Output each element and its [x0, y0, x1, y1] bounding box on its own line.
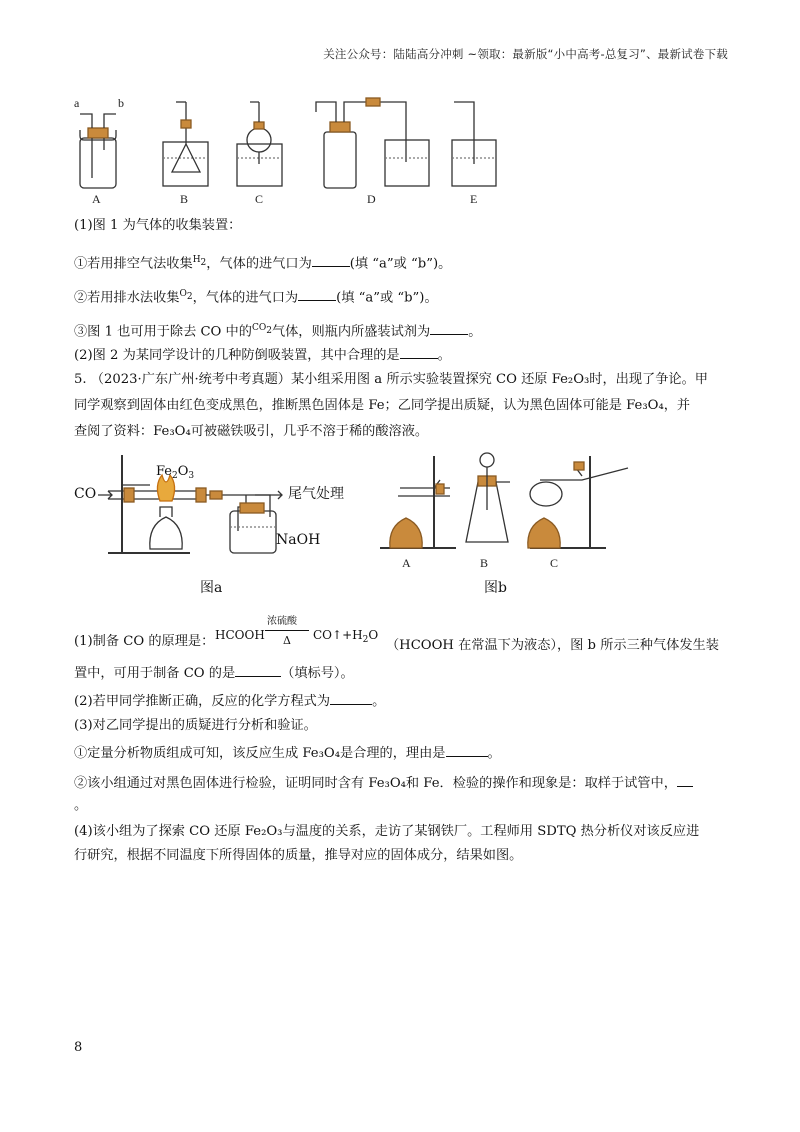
q5-part3-1: ①定量分析物质组成可知，该反应生成 Fe₃O₄是合理的，理由是 。 — [74, 742, 501, 764]
q5-part1: (1)制备 CO 的原理是： — [74, 634, 215, 649]
answer-blank[interactable] — [430, 320, 468, 335]
answer-blank[interactable] — [312, 252, 350, 267]
answer-blank[interactable] — [677, 772, 693, 787]
fig1-label-d: D — [367, 192, 376, 206]
figure-b-apparatus — [370, 452, 650, 562]
answer-blank[interactable] — [330, 690, 372, 705]
q1-item2: ②若用排水法收集$^{O_2}$，气体的进气口为 (填 “a”或 “b”)。 — [74, 284, 438, 308]
figb-label-c: C — [550, 556, 559, 570]
q5-part2: (2)若甲同学推断正确，反应的化学方程式为 。 — [74, 690, 385, 712]
page-number: 8 — [74, 1040, 83, 1055]
q5-part3: (3)对乙同学提出的质疑进行分析和验证。 — [74, 718, 317, 733]
q5-line2: 同学观察到固体由红色变成黑色，推断黑色固体是 Fe；乙同学提出质疑，认为黑色固体可能是 Fe₃O₄，并 — [74, 398, 691, 413]
q5-line1: 5. （2023·广东广州·统考中考真题）某小组采用图 a 所示实验装置探究 CO 还原 Fe₂O₃时，出现了争论。甲 — [74, 372, 708, 387]
figb-label-b: B — [480, 556, 489, 570]
fig1-label-a: A — [92, 192, 101, 206]
naoh-label: NaOH — [276, 532, 321, 548]
fig1-label-c: C — [255, 192, 264, 206]
port-a-label: a — [74, 96, 80, 110]
page-header: 关注公众号：陆陆高分冲刺 ~领取：最新版“小中高考-总复习”、最新试卷下载 — [323, 47, 728, 61]
q1-item1: ①若用排空气法收集$^{H_2}$，气体的进气口为 (填 “a”或 “b”)。 — [74, 250, 451, 274]
figb-label-a: A — [402, 556, 411, 570]
q1-item3: ③图 1 也可用于除去 CO 中的$^{CO_2}$气体，则瓶内所盛装试剂为 。 — [74, 318, 481, 342]
fe2o3-label: $Fe_2O_3$ — [156, 464, 195, 481]
tail-gas-label: 尾气处理 — [288, 486, 344, 502]
answer-blank[interactable] — [235, 662, 281, 677]
q5-part3-2: ②该小组通过对黑色固体进行检验，证明同时含有 Fe₃O₄和 Fe．检验的操作和现象是：取样于试管中， — [74, 772, 693, 794]
q2-line: (2)图 2 为某同学设计的几种防倒吸装置，其中合理的是 。 — [74, 344, 451, 366]
figure-a-apparatus — [70, 445, 390, 565]
co-inlet-label: CO — [74, 486, 97, 502]
answer-blank[interactable] — [446, 742, 488, 757]
q5-line3: 查阅了资料：Fe₃O₄可被磁铁吸引，几乎不溶于稀的酸溶液。 — [74, 424, 429, 439]
reaction-formula: HCOOH 浓硫酸 Δ $CO↑+H_2O$ — [215, 616, 379, 647]
reaction-arrow-line — [265, 630, 309, 631]
q5-part1-tail: （HCOOH 在常温下为液态），图 b 所示三种气体发生装 — [386, 638, 719, 653]
q1-intro: (1)图 1 为气体的收集装置： — [74, 218, 242, 233]
q5-part3-2-tail: 。 — [74, 798, 88, 813]
answer-blank[interactable] — [400, 344, 438, 359]
figure-a-caption: 图a — [200, 580, 223, 596]
port-b-label: b — [118, 96, 124, 110]
q5-part4-line2: 行研究，根据不同温度下所得固体的质量，推导对应的固体成分，结果如图。 — [74, 848, 523, 863]
figure-b-caption: 图b — [484, 580, 507, 596]
fig1-label-e: E — [470, 192, 478, 206]
answer-blank[interactable] — [298, 286, 336, 301]
fig1-label-b: B — [180, 192, 189, 206]
q5-part4-line1: (4)该小组为了探索 CO 还原 Fe₂O₃与温度的关系，走访了某钢铁厂。工程师用 SDTQ 热分析仪对该反应进 — [74, 824, 700, 839]
q5-part1-line2: 置中，可用于制备 CO 的是 （填标号）。 — [74, 662, 354, 684]
